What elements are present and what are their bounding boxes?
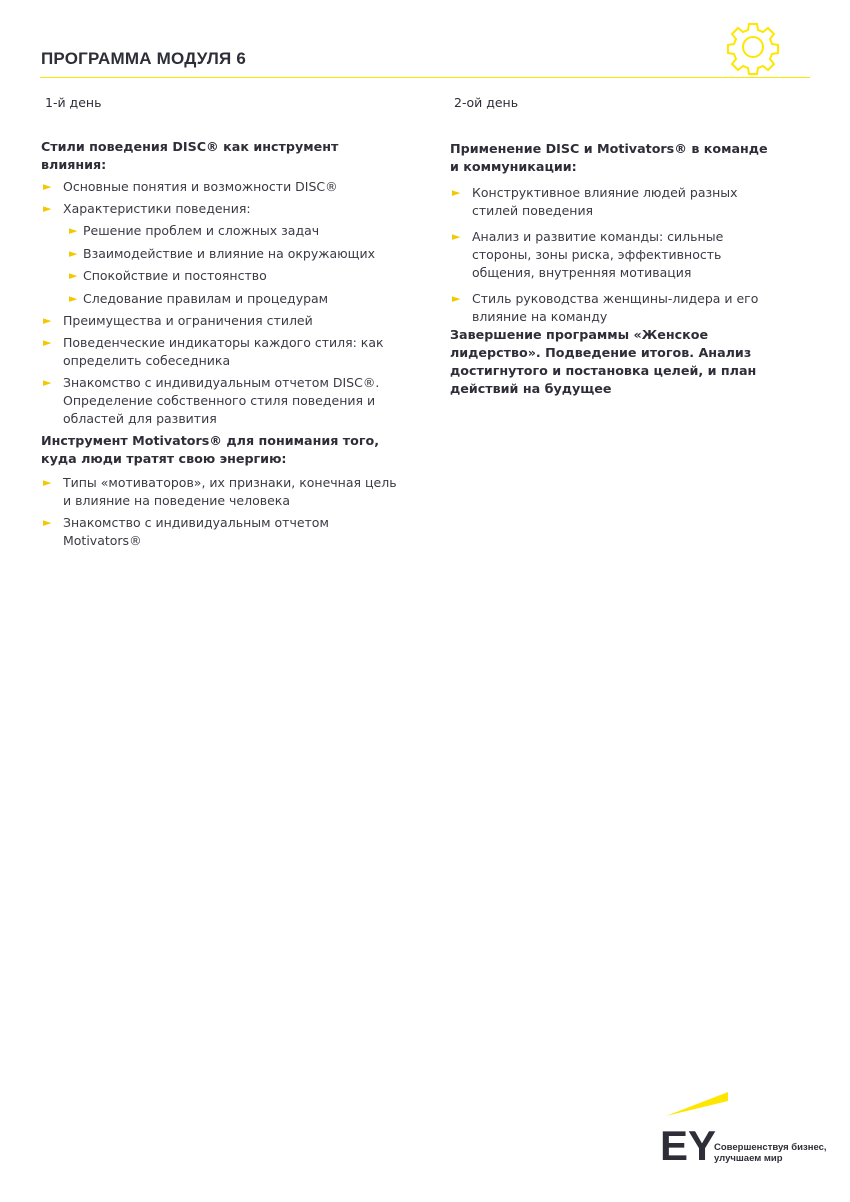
day-1-heading-disc: Стили поведения DISC® как инструмент влияния: <box>41 139 339 172</box>
triangle-right-icon: ► <box>452 230 461 243</box>
day-1-column <box>41 94 401 554</box>
list-item: ► Типы «мотиваторов», их признаки, конечная цель и влияние на поведение человека <box>43 475 397 508</box>
tagline <box>714 1142 827 1164</box>
day-1-list-3 <box>41 474 401 550</box>
day-1-label: 1-й день <box>45 95 102 110</box>
day-2-closing: Завершение программы «Женское лидерство». Подведение итогов. Анализ достигнутого и постановка целей, и план действий на будущее <box>450 327 757 396</box>
list-item: ► Стиль руководства женщины-лидера и его влияние на команду <box>452 291 759 324</box>
triangle-right-icon: ► <box>43 336 52 349</box>
sub-list-item: ► Спокойствие и постоянство <box>69 268 267 283</box>
day-1-sublist <box>41 222 401 308</box>
list-item: ► Основные понятия и возможности DISC® <box>43 179 338 194</box>
triangle-right-icon: ► <box>452 292 461 305</box>
day-2-label: 2-ой день <box>454 95 519 110</box>
day-2-list <box>450 184 780 326</box>
triangle-right-icon: ► <box>69 224 78 237</box>
sub-list-item: ► Следование правилам и процедурам <box>69 290 329 306</box>
tagline-line-2: улучшаем мир <box>714 1153 783 1164</box>
triangle-right-icon: ► <box>43 476 52 489</box>
triangle-right-icon: ► <box>69 269 78 282</box>
list-item: ► Конструктивное влияние людей разных стилей поведения <box>452 185 738 218</box>
sub-list-item: ► Решение проблем и сложных задач <box>69 223 320 238</box>
triangle-right-icon: ► <box>43 202 52 215</box>
list-item: ► Знакомство с индивидуальным отчетом DISC®. Определение собственного стиля поведения и областей для развития <box>43 375 380 426</box>
triangle-right-icon: ► <box>69 246 78 260</box>
list-item: ► Знакомство с индивидуальным отчетом Motivators® <box>43 515 329 548</box>
list-item: ► Анализ и развитие команды: сильные стороны, зоны риска, эффективность общения, внутренняя мотивация <box>452 229 724 280</box>
triangle-right-icon: ► <box>43 314 52 327</box>
list-item: ► Преимущества и ограничения стилей <box>43 313 313 328</box>
triangle-right-icon: ► <box>43 516 52 529</box>
day-2-column <box>450 94 780 398</box>
gear-icon <box>722 16 784 78</box>
triangle-right-icon: ► <box>43 376 52 389</box>
list-item: ► Характеристики поведения: <box>43 201 251 216</box>
triangle-right-icon: ► <box>43 180 52 193</box>
tagline-line-1: Совершенствуя бизнес, <box>714 1142 827 1153</box>
title-divider <box>40 77 810 78</box>
day-2-heading: Применение DISC и Motivators® в команде и коммуникации: <box>450 141 768 174</box>
triangle-right-icon: ► <box>452 186 461 199</box>
day-1-heading-motivators: Инструмент Motivators® для понимания того, куда люди тратят свою энергию: <box>41 433 380 466</box>
page-title: ПРОГРАММА МОДУЛЯ 6 <box>41 49 246 68</box>
day-1-list-2 <box>41 312 401 428</box>
sub-list-item: ► Взаимодействие и влияние на окружающих <box>69 245 375 261</box>
day-1-list-1 <box>41 178 401 218</box>
ey-logo-text: EY <box>660 1122 717 1169</box>
list-item: ► Поведенческие индикаторы каждого стиля: как определить собеседника <box>43 335 384 368</box>
triangle-right-icon: ► <box>69 291 78 305</box>
